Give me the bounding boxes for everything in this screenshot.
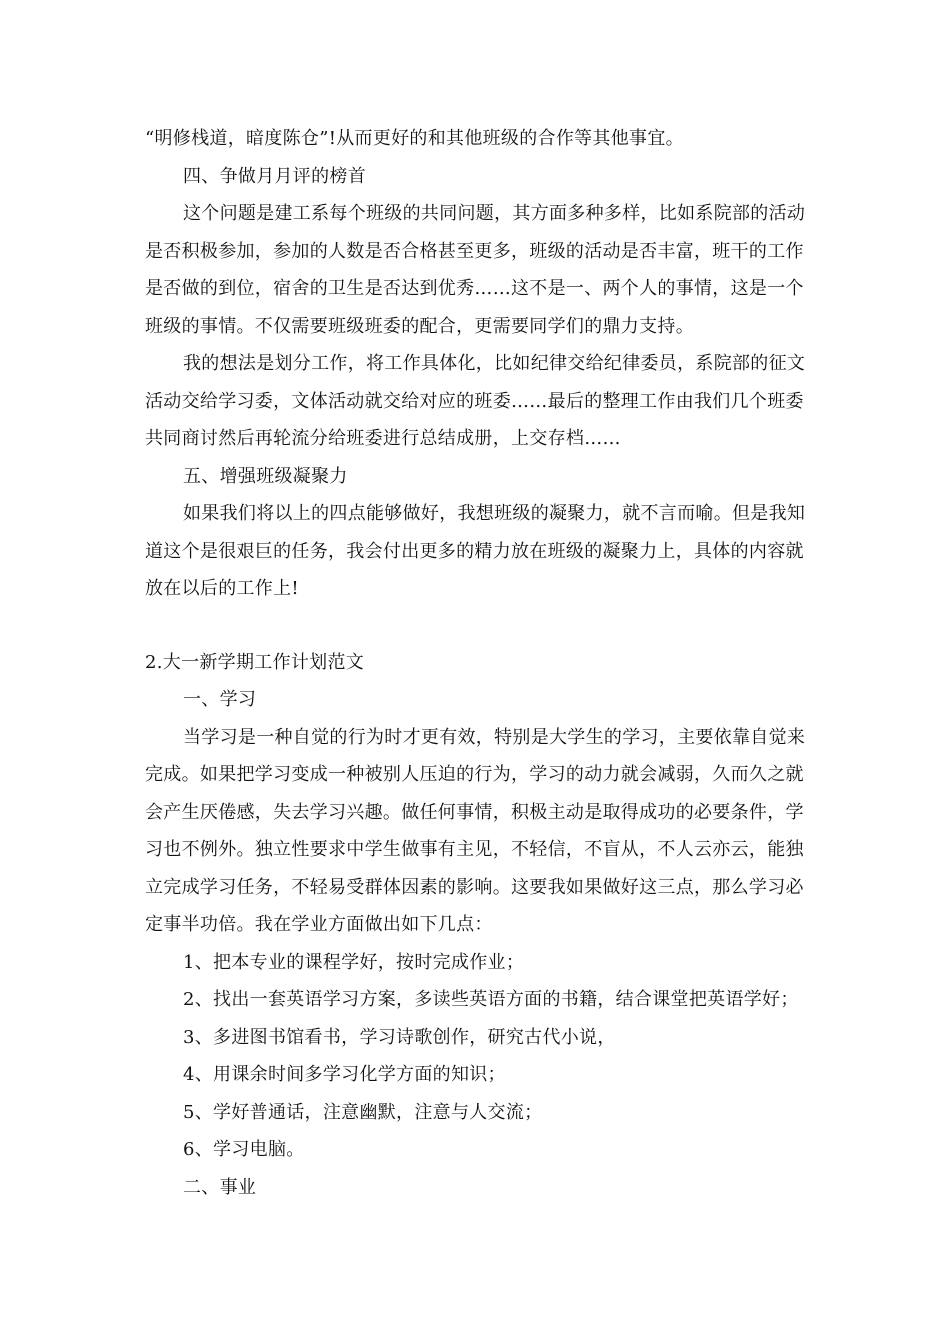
list-item: 4、用课余时间多学习化学方面的知识； bbox=[183, 1064, 506, 1085]
document-body bbox=[145, 120, 810, 1206]
paragraph-monthly-evaluation: 这个问题是建工系每个班级的共同问题，其方面多种多样，比如系院部的活动是否积极参加，参加的人数是否合格甚至更多，班级的活动是否丰富，班干的工作是否做的到位，宿舍的卫生是否达到优秀……这不是一、两个人的事情，这是一个班级的事情。不仅需要班级班委的配合，更需要同学们的鼎力支持。 bbox=[145, 203, 806, 337]
list-item: 1、把本专业的课程学好，按时完成作业； bbox=[183, 951, 525, 973]
section-title: 2.大一新学期工作计划范文 bbox=[145, 651, 365, 673]
list-item: 3、多进图书馆看书，学习诗歌创作，研究古代小说， bbox=[183, 1026, 616, 1048]
heading-item-four: 四、争做月月评的榜首 bbox=[183, 165, 366, 187]
heading-study: 一、学习 bbox=[183, 689, 257, 710]
heading-career: 二、事业 bbox=[183, 1176, 257, 1198]
list-item: 2、找出一套英语学习方案，多读些英语方面的书籍，结合课堂把英语学好； bbox=[183, 989, 799, 1010]
paragraph-study: 当学习是一种自觉的行为时才更有效，特别是大学生的学习，主要依靠自觉来完成。如果把学习变成一种被别人压迫的行为，学习的动力就会减弱，久而久之就会产生厌倦感，失去学习兴趣。做任何事情，积极主动是取得成功的必要条件，学习也不例外。独立性要求中学生做事有主见，不轻信，不盲从，不人云亦云，能独立完成学习任务，不轻易受群体因素的影响。这要我如果做好这三点，那么学习必定事半功倍。我在学业方面做出如下几点： bbox=[145, 726, 806, 935]
list-item: 6、学习电脑。 bbox=[183, 1139, 305, 1160]
paragraph-cohesion: 如果我们将以上的四点能够做好，我想班级的凝聚力，就不言而喻。但是我知道这个是很艰巨的任务，我会付出更多的精力放在班级的凝聚力上，具体的内容就放在以后的工作上! bbox=[145, 503, 806, 599]
list-item: 5、学好普通话，注意幽默，注意与人交流； bbox=[183, 1101, 543, 1123]
paragraph-continuation: “明修栈道，暗度陈仓”!从而更好的和其他班级的合作等其他事宜。 bbox=[145, 128, 684, 149]
heading-item-five: 五、增强班级凝聚力 bbox=[183, 465, 348, 487]
paragraph-work-division: 我的想法是划分工作，将工作具体化，比如纪律交给纪律委员，系院部的征文活动交给学习委，文体活动就交给对应的班委……最后的整理工作由我们几个班委共同商讨然后再轮流分给班委进行总结成册，上交存档…… bbox=[145, 353, 806, 449]
